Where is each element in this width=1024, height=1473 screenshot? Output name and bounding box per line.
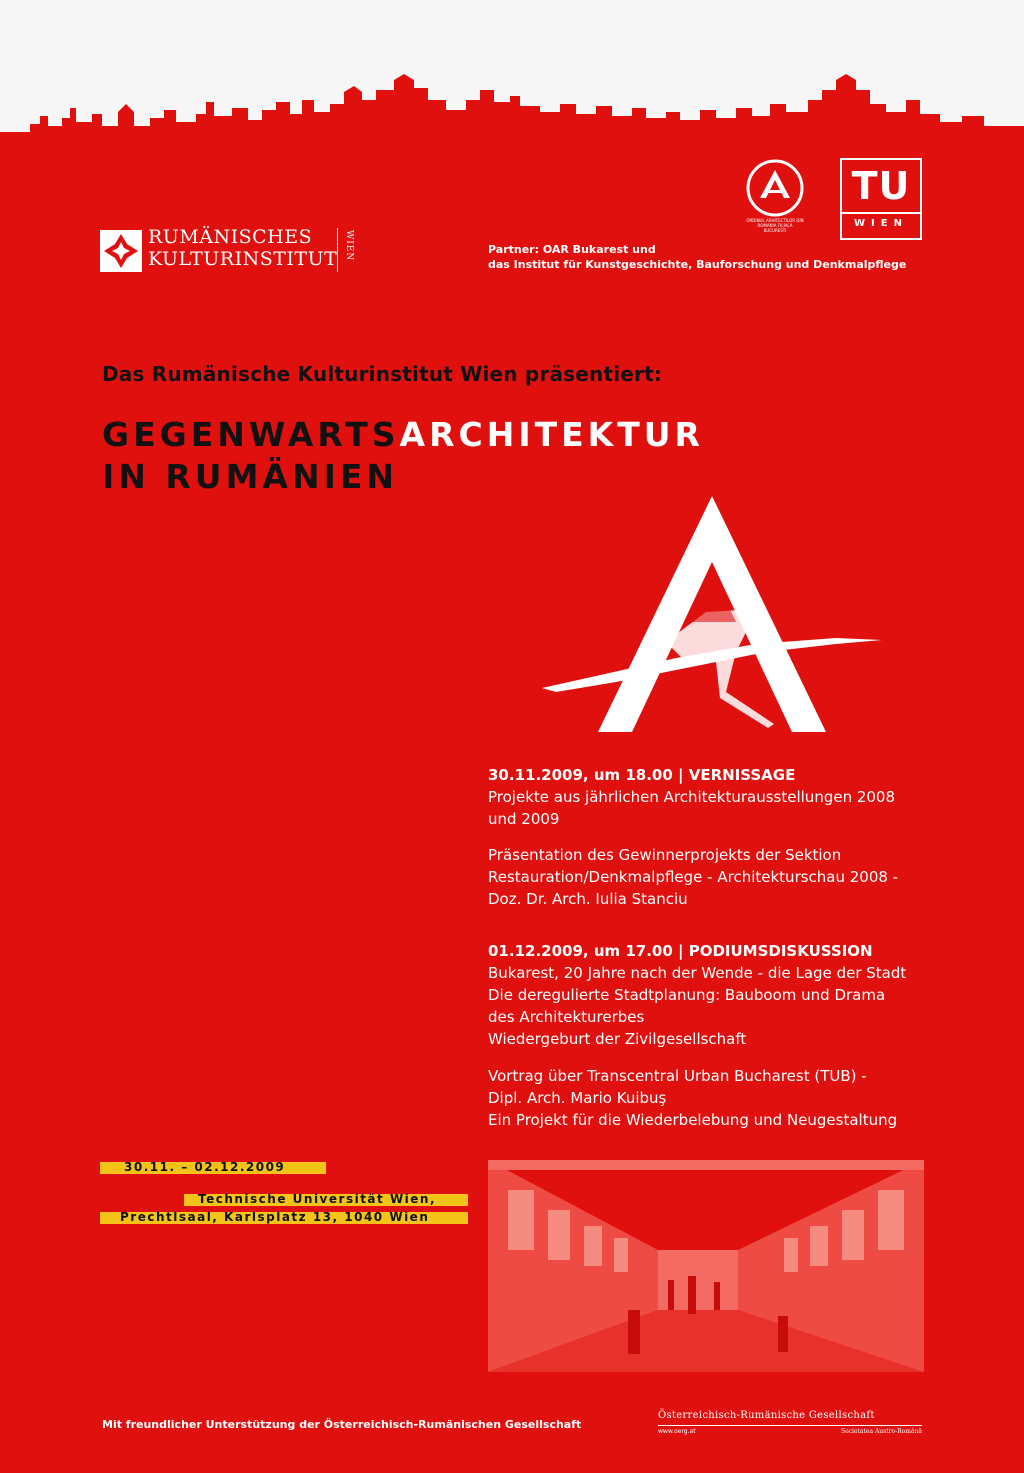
event2-desc2-line3: Ein Projekt für die Wiederbelebung und Neugestaltung [488,1111,898,1129]
partner-line2: das Institut für Kunstgeschichte, Bauforschung und Denkmalpflege [488,258,907,271]
title-line2: IN RUMÄNIEN [102,457,399,496]
oerg-name: Österreichisch-Rumänische Gesellschaft [658,1410,875,1421]
partner-credit [488,242,938,272]
event1-desc2-line2: Restauration/Denkmalpflege - Architekturschau 2008 - [488,868,899,886]
event2-line2: Die deregulierte Stadtplanung: Bauboom und Drama [488,986,886,1004]
tu-wien-logo [840,158,922,240]
event-vernissage [488,764,938,830]
oerg-url: www.oerg.at [658,1428,696,1435]
title-part-light: ARCHITEKTUR [399,415,704,454]
event-podiumsdiskussion [488,940,948,1050]
title-part-dark: GEGENWARTS [102,415,400,454]
event1-line1: Projekte aus jährlichen Architekturausstellungen 2008 [488,788,896,806]
event1-heading: 30.11.2009, um 18.00 | VERNISSAGE [488,766,796,784]
event2-line3: des Architekturerbes [488,1008,645,1026]
event2-lecture [488,1065,948,1131]
event2-line4: Wiedergeburt der Zivilgesellschaft [488,1030,747,1048]
support-credit: Mit freundlicher Unterstützung der Österreichisch-Rumänischen Gesellschaft [102,1418,582,1431]
venue-line1: Technische Universität Wien, [198,1192,437,1206]
venue-line2: Prechtlsaal, Karlsplatz 13, 1040 Wien [120,1210,430,1224]
street-arcade-photo [488,1160,924,1372]
partner-line1: Partner: OAR Bukarest und [488,243,656,256]
institute-logo [100,226,370,276]
presents-line: Das Rumänische Kulturinstitut Wien präsentiert: [102,362,663,386]
event1-desc2-line1: Präsentation des Gewinnerprojekts der Sektion [488,846,842,864]
event2-desc2-line1: Vortrag über Transcentral Urban Bucharest (TUB) - [488,1067,867,1085]
exhibition-dates: 30.11. – 02.12.2009 [124,1160,286,1174]
institute-name-line2: KULTURINSTITUT [148,248,338,270]
oar-triangle-emblem-icon [744,158,806,218]
tu-logo-sub: WIEN [854,218,908,229]
oerg-logo [658,1410,928,1440]
event2-desc2-line2: Dipl. Arch. Mario Kuibuş [488,1089,667,1107]
institute-city: WIEN [344,230,354,262]
logo-divider [337,228,338,272]
exhibition-title [102,414,704,498]
event1-desc2-line3: Doz. Dr. Arch. Iulia Stanciu [488,890,688,908]
brushstroke-a-icon [536,492,886,737]
event1-presentation [488,844,938,910]
oar-caption: ORDINUL ARHITECTILOR DIN ROMANIA FILIALA BUCURESTI [746,218,804,233]
event2-line1: Bukarest, 20 Jahre nach der Wende - die Lage der Stadt [488,964,907,982]
oerg-rule [658,1425,922,1426]
oerg-romanian-name: Societatea Austro-Română [840,1428,922,1435]
city-skyline-silhouette [0,60,1024,140]
oar-logo [744,158,806,240]
tu-logo-main: TU [851,164,911,208]
event1-line2: und 2009 [488,810,560,828]
event2-heading: 01.12.2009, um 17.00 | PODIUMSDISKUSSION [488,942,873,960]
cross-emblem-icon [100,230,142,272]
institute-name [148,226,337,270]
tu-logo-rule [842,212,920,214]
institute-name-line1: RUMÄNISCHES [148,226,313,248]
